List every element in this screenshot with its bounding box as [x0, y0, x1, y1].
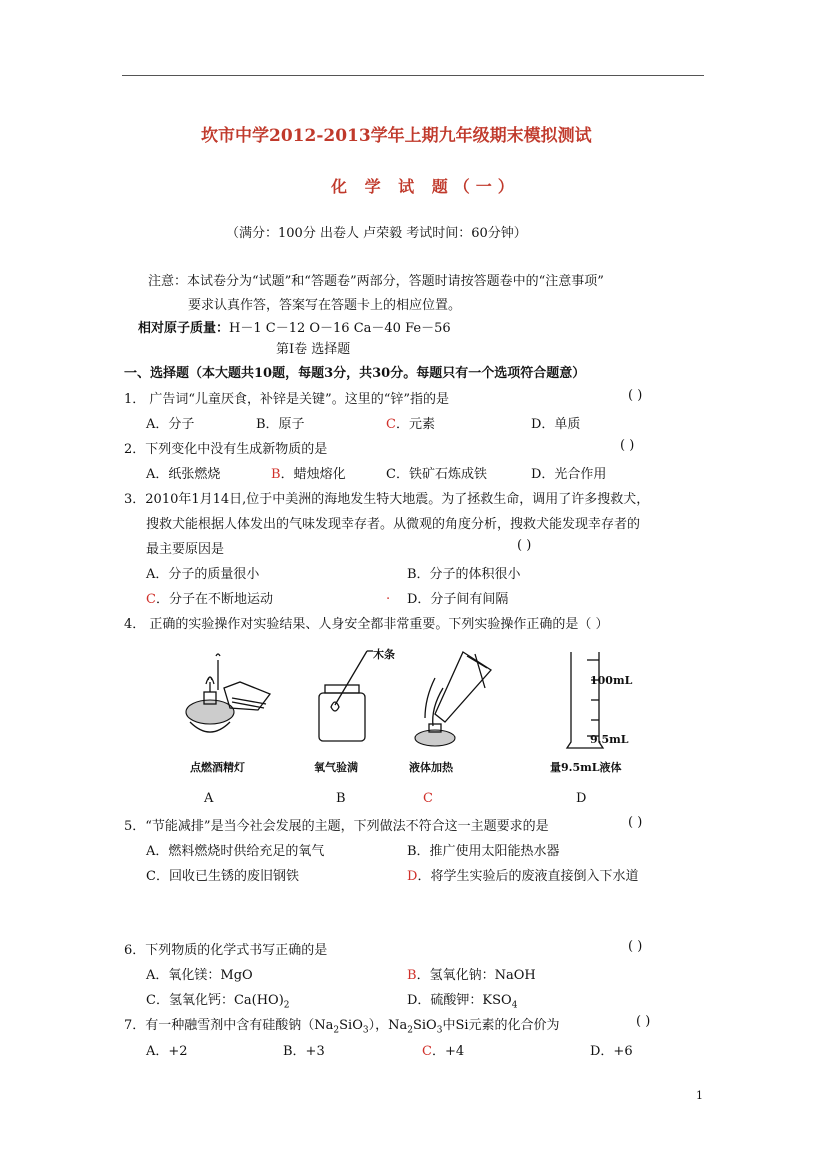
q3-option-b: B．分子的体积很小 [407, 567, 521, 582]
q1-option-a: A．分子 [146, 417, 195, 432]
q3-answer-paren: ( ) [517, 538, 532, 553]
q5-option-d-letter: D [407, 869, 418, 884]
q7-mid-2: ），Na [368, 1018, 408, 1033]
q7-mid-1: SiO [339, 1018, 363, 1033]
q1-option-b: B．原子 [256, 417, 305, 432]
wood-stick [335, 651, 367, 705]
q1-option-c-text: ．元素 [395, 417, 435, 432]
figure-liquid-heating [405, 648, 505, 753]
q3-line-1: 3．2010年1月14日,位于中美洲的海地发生特大地震。为了拯救生命，调用了许多搜救犬， [124, 492, 650, 507]
q6-option-d [407, 989, 517, 1011]
q6-option-c-text: C．氢氧化钙：Ca(HO) [146, 993, 284, 1008]
q5-option-a: A．燃料燃烧时供给充足的氧气 [146, 844, 325, 859]
q4-option-a: A [204, 791, 214, 806]
q6-answer-paren: ( ) [628, 939, 643, 954]
q6-option-d-text: D．硫酸钾：KSO [407, 993, 512, 1008]
q2-option-b-text: ．蜡烛熔化 [280, 467, 346, 482]
figure-alcohol-lamp [180, 652, 280, 752]
q7-option-b: B．+3 [283, 1044, 325, 1059]
q6-option-b-text: ．氢氧化钠：NaOH [416, 968, 536, 983]
q3-stray-dot: . [386, 588, 391, 603]
q2-option-c: C．铁矿石炼成铁 [386, 467, 487, 482]
wood-label: 木条 [373, 648, 395, 661]
q7-option-d: D．+6 [590, 1044, 633, 1059]
q6-option-b-letter: B [407, 968, 417, 983]
q7-sub-1: 2 [333, 1025, 340, 1036]
header-rule [122, 75, 704, 76]
figure-oxygen-test [305, 645, 415, 745]
exam-info: （满分：100分 出卷人 卢荣毅 考试时间：60分钟） [226, 226, 527, 241]
q5-option-d [407, 865, 638, 884]
q7-mid-3: SiO [412, 1018, 437, 1033]
page-title: 坎市中学2012-2013学年上期九年级期末模拟测试 [201, 126, 592, 146]
q3-option-a: A．分子的质量很小 [146, 567, 260, 582]
q4-option-c: C [423, 791, 433, 806]
q7-option-c [422, 1040, 464, 1059]
q6-option-c-sub: 2 [283, 1000, 290, 1011]
q7-stem [124, 1014, 560, 1036]
figure-d-caption: 量9.5mL液体 [550, 761, 622, 774]
cylinder-100ml-label: 100mL [590, 674, 633, 687]
page-number: 1 [696, 1089, 703, 1102]
notice-line-1: 注意：本试卷分为“试题”和“答题卷”两部分，答题时请按答题卷中的“注意事项” [148, 274, 604, 289]
gas-bottle [319, 693, 365, 741]
q3-line-2: 搜救犬能根据人体发出的气味发现幸存者。从微观的角度分析，搜救犬能发现幸存者的 [146, 517, 641, 532]
q5-option-b: B．推广使用太阳能热水器 [407, 844, 560, 859]
q3-option-d: D．分子间有间隔 [407, 592, 509, 607]
test-tube [435, 652, 491, 722]
q3-option-c [146, 588, 273, 607]
atomic-mass-row [138, 317, 451, 336]
q2-option-b-letter: B [271, 467, 281, 482]
q1-option-d: D．单质 [531, 417, 581, 432]
figure-b-caption: 氧气验满 [314, 761, 358, 774]
q6-option-b [407, 964, 536, 983]
volume-heading: 第Ⅰ卷 选择题 [276, 342, 351, 357]
q4-option-d: D [576, 791, 587, 806]
q6-option-d-sub: 4 [511, 1000, 518, 1011]
q2-option-a: A．纸张燃烧 [146, 467, 221, 482]
q1-option-c [386, 413, 435, 432]
figure-a-caption: 点燃酒精灯 [190, 761, 245, 774]
q7-stem-pre: 7．有一种融雪剂中含有硅酸钠（Na [124, 1018, 334, 1033]
q6-option-a: A．氧化镁：MgO [146, 968, 253, 983]
q5-stem: 5．“节能减排”是当今社会发展的主题，下列做法不符合这一主题要求的是 [124, 819, 549, 834]
q3-line-3: 最主要原因是 [146, 542, 225, 557]
q7-answer-paren: ( ) [636, 1014, 651, 1029]
q4-stem: 4． 正确的实验操作对实验结果、人身安全都非常重要。下列实验操作正确的是（ ） [124, 617, 609, 632]
q7-sub-2: 3 [362, 1025, 369, 1036]
q1-answer-paren: ( ) [628, 388, 643, 403]
q7-sub-3: 2 [407, 1025, 413, 1036]
notice-line-2: 要求认真作答，答案写在答题卡上的相应位置。 [188, 298, 462, 313]
q2-answer-paren: ( ) [620, 438, 635, 453]
atomic-mass-values: H－1 C－12 O－16 Ca－40 Fe－56 [229, 321, 451, 336]
q6-option-c [146, 989, 290, 1011]
cylinder-9-5ml-label: 9.5mL [590, 733, 629, 746]
q7-option-a: A．+2 [146, 1044, 188, 1059]
atomic-mass-label: 相对原子质量： [138, 321, 230, 336]
q2-stem: 2．下列变化中没有生成新物质的是 [124, 442, 328, 457]
q3-option-c-letter: C [146, 592, 156, 607]
q6-stem: 6．下列物质的化学式书写正确的是 [124, 943, 328, 958]
q3-option-c-text: ．分子在不断地运动 [155, 592, 273, 607]
figure-c-caption: 液体加热 [409, 761, 453, 774]
section-heading: 一、选择题（本大题共10题，每题3分，共30分。每题只有一个选项符合题意） [124, 366, 586, 381]
q5-answer-paren: ( ) [628, 815, 643, 830]
q1-option-c-letter: C [386, 417, 396, 432]
q7-sub-4: 3 [436, 1025, 443, 1036]
q7-option-c-text: ．+4 [431, 1044, 465, 1059]
q7-stem-post: 中Si元素的化合价为 [442, 1018, 560, 1033]
q4-option-b: B [336, 791, 346, 806]
page-subtitle: 化 学 试 题（一） [331, 177, 520, 196]
q5-option-c: C．回收已生锈的废旧钢铁 [146, 869, 299, 884]
q2-option-b [271, 463, 346, 482]
q1-stem: 1． 广告词“儿童厌食，补锌是关键”。这里的“锌”指的是 [124, 392, 449, 407]
q7-option-c-letter: C [422, 1044, 432, 1059]
q5-option-d-text: ．将学生实验后的废液直接倒入下水道 [417, 869, 639, 884]
q2-option-d: D．光合作用 [531, 467, 607, 482]
